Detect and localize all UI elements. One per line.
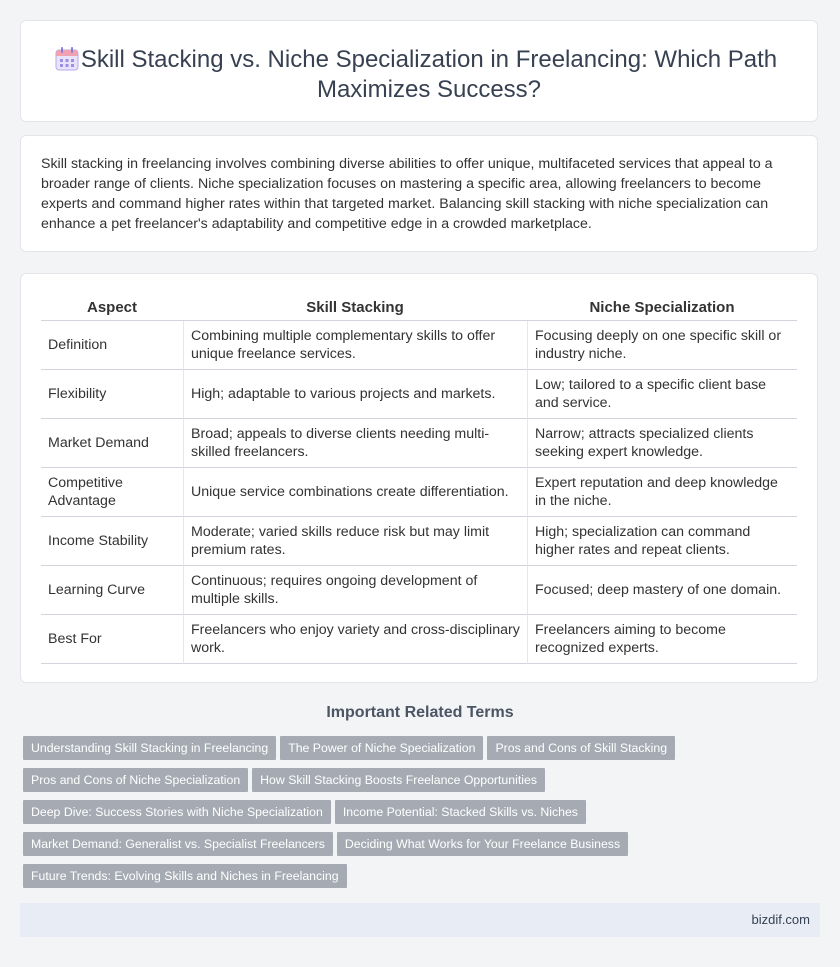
table-row: [41, 566, 797, 615]
related-term-link[interactable]: Pros and Cons of Niche Specialization: [23, 768, 248, 792]
related-term-link[interactable]: How Skill Stacking Boosts Freelance Opportunities: [252, 768, 545, 792]
related-term-link[interactable]: Future Trends: Evolving Skills and Niches in Freelancing: [23, 864, 347, 888]
row-skill-stacking: Freelancers who enjoy variety and cross-disciplinary work.: [183, 615, 527, 664]
related-term-link[interactable]: Understanding Skill Stacking in Freelancing: [23, 736, 276, 760]
row-niche-specialization: Low; tailored to a specific client base and service.: [527, 370, 797, 419]
related-term-link[interactable]: Market Demand: Generalist vs. Specialist Freelancers: [23, 832, 333, 856]
row-aspect: Best For: [41, 615, 183, 664]
comparison-card: [20, 273, 818, 683]
table-row: [41, 468, 797, 517]
title-card: [20, 20, 818, 122]
related-terms-list: [23, 736, 723, 896]
row-niche-specialization: High; specialization can command higher rates and repeat clients.: [527, 517, 797, 566]
table-row: [41, 517, 797, 566]
related-term-link[interactable]: Pros and Cons of Skill Stacking: [487, 736, 675, 760]
row-aspect: Flexibility: [41, 370, 183, 419]
table-row: [41, 321, 797, 370]
row-aspect: Definition: [41, 321, 183, 370]
footer: [20, 903, 820, 937]
row-niche-specialization: Narrow; attracts specialized clients seeking expert knowledge.: [527, 419, 797, 468]
row-skill-stacking: Unique service combinations create differentiation.: [183, 468, 527, 517]
row-skill-stacking: High; adaptable to various projects and markets.: [183, 370, 527, 419]
row-niche-specialization: Focused; deep mastery of one domain.: [527, 566, 797, 615]
comparison-table: [41, 296, 797, 664]
row-aspect: Income Stability: [41, 517, 183, 566]
page-title: Skill Stacking vs. Niche Specialization in Freelancing: Which Path Maximizes Success?: [80, 46, 778, 103]
row-aspect: Competitive Advantage: [41, 468, 183, 517]
related-term-link[interactable]: The Power of Niche Specialization: [280, 736, 483, 760]
row-skill-stacking: Moderate; varied skills reduce risk but may limit premium rates.: [183, 517, 527, 566]
row-skill-stacking: Broad; appeals to diverse clients needing multi-skilled freelancers.: [183, 419, 527, 468]
related-term-link[interactable]: Income Potential: Stacked Skills vs. Niches: [335, 800, 586, 824]
row-aspect: Market Demand: [41, 419, 183, 468]
row-niche-specialization: Expert reputation and deep knowledge in the niche.: [527, 468, 797, 517]
table-row: [41, 615, 797, 664]
table-row: [41, 419, 797, 468]
header-niche-specialization: Niche Specialization: [527, 296, 797, 321]
row-skill-stacking: Continuous; requires ongoing development of multiple skills.: [183, 566, 527, 615]
row-niche-specialization: Freelancers aiming to become recognized experts.: [527, 615, 797, 664]
header-aspect: Aspect: [41, 296, 183, 321]
row-aspect: Learning Curve: [41, 566, 183, 615]
related-term-link[interactable]: Deep Dive: Success Stories with Niche Specialization: [23, 800, 331, 824]
related-term-link[interactable]: Deciding What Works for Your Freelance Business: [337, 832, 628, 856]
row-niche-specialization: Focusing deeply on one specific skill or industry niche.: [527, 321, 797, 370]
intro-card: [20, 135, 818, 252]
footer-site-name[interactable]: bizdif.com: [751, 912, 810, 927]
intro-paragraph: Skill stacking in freelancing involves combining diverse abilities to offer unique, multifaceted services that appeal to a broader range of clients. Niche specialization focuses on mastering a specific area, allowing freelancers to become experts and command higher rates within that targeted market. Balancing skill stacking with niche specialization can enhance a pet freelancer's adaptability and competitive edge in a crowded marketplace.: [41, 156, 773, 232]
header-skill-stacking: Skill Stacking: [183, 296, 527, 321]
row-skill-stacking: Combining multiple complementary skills to offer unique freelance services.: [183, 321, 527, 370]
table-header-row: [41, 296, 797, 321]
table-row: [41, 370, 797, 419]
related-terms-heading: Important Related Terms: [326, 704, 514, 721]
